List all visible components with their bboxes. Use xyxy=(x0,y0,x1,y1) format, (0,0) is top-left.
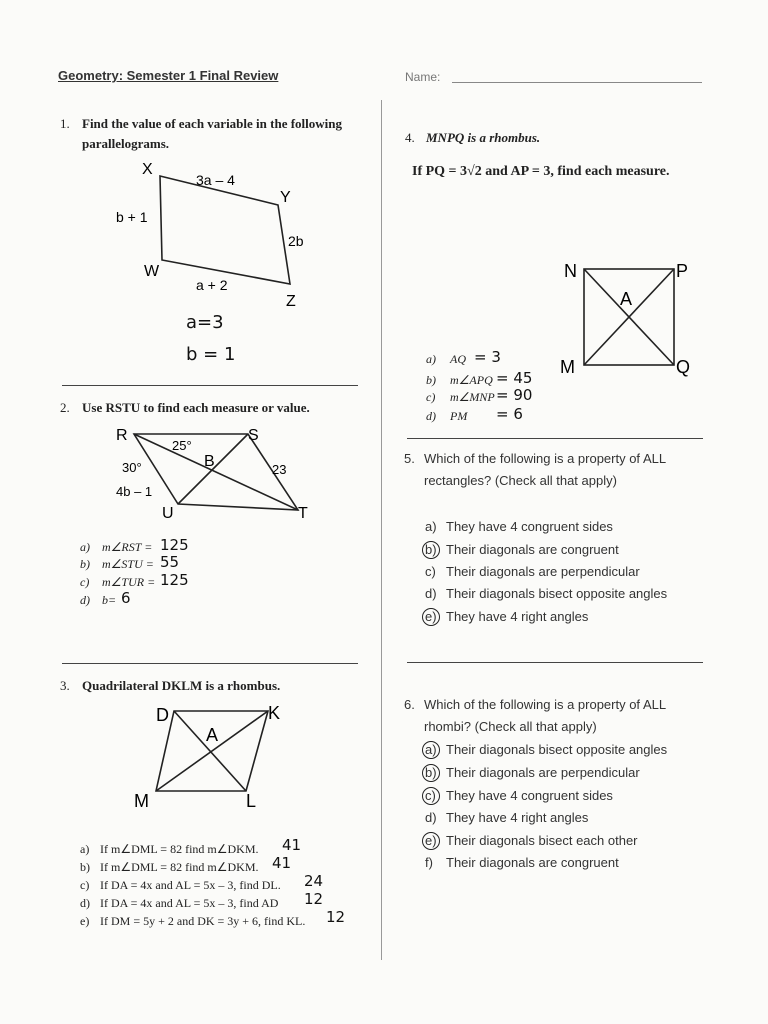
q2-item-expr: m∠RST = xyxy=(102,540,153,554)
q5-option-text: They have 4 right angles xyxy=(446,609,589,624)
q3-diagonal-km xyxy=(156,711,268,791)
q3-item-answer: 41 xyxy=(272,854,292,872)
q3-label-a: A xyxy=(206,725,219,745)
q2-label-4b1: 4b – 1 xyxy=(116,484,153,499)
q4-label-a: A xyxy=(620,289,633,309)
q1-parallelogram xyxy=(160,176,290,284)
q6-option-label: a) xyxy=(425,742,437,757)
q5-option-label: a) xyxy=(425,519,437,534)
q6-number: 6. xyxy=(404,697,415,712)
q5-option-row[interactable] xyxy=(422,518,702,536)
q2-text: Use RSTU to find each measure or value. xyxy=(82,400,310,415)
q5-option-text: Their diagonals bisect opposite angles xyxy=(446,586,668,601)
q5-option-row[interactable] xyxy=(422,563,702,581)
q2-label-r: R xyxy=(116,427,128,444)
q3-label-k: K xyxy=(268,703,281,723)
q1-label-left: b + 1 xyxy=(116,209,148,225)
q1-text-line1: Find the value of each variable in the following xyxy=(82,116,342,131)
q2-item-label: c) xyxy=(80,575,90,589)
q3-item-answer: 12 xyxy=(326,908,346,926)
q2-parallelogram-figure xyxy=(110,420,330,525)
q2-item-expr: m∠STU = xyxy=(102,557,154,571)
q6-text-line2: rhombi? (Check all that apply) xyxy=(424,719,597,734)
q4-rhombus-figure xyxy=(556,255,706,380)
q6-option-text: Their diagonals bisect opposite angles xyxy=(446,742,668,757)
q2-label-23: 23 xyxy=(272,462,287,477)
q4-label-p: P xyxy=(676,261,689,281)
q2-label-u: U xyxy=(162,505,174,522)
q6-option-label: f) xyxy=(425,855,433,870)
q6-option-label: b) xyxy=(425,765,437,780)
q4-label-m: M xyxy=(560,357,575,377)
name-line[interactable] xyxy=(452,82,702,83)
q3-label-l: L xyxy=(246,791,257,811)
q6-option-text: They have 4 right angles xyxy=(446,810,589,825)
q5-option-row[interactable] xyxy=(422,608,702,626)
q4-item-label: b) xyxy=(426,373,436,387)
q2-item-expr: b= xyxy=(102,593,117,607)
q6-option-label: d) xyxy=(425,810,437,825)
q3-item-expr: If DA = 4x and AL = 5x – 3, find AD xyxy=(100,896,279,910)
q3-rhombus-figure xyxy=(130,695,300,815)
q2-number: 2. xyxy=(60,400,70,415)
q2-label-30: 30° xyxy=(122,460,142,475)
q4-item-answer: = 6 xyxy=(496,405,523,423)
divider-q4 xyxy=(407,438,703,439)
q5-number: 5. xyxy=(404,451,415,466)
q2-item-label: a) xyxy=(80,540,90,554)
q4-label-n: N xyxy=(564,261,577,281)
q2-item-answer: 125 xyxy=(160,571,189,589)
q1-label-w: W xyxy=(144,263,160,280)
q3-item-answer: 12 xyxy=(304,890,324,908)
q2-item-answer: 55 xyxy=(160,553,180,571)
q5-option-text: Their diagonals are congruent xyxy=(446,542,619,557)
q2-item-expr: m∠TUR = xyxy=(102,575,156,589)
q5-option-text: They have 4 congruent sides xyxy=(446,519,613,534)
name-label: Name: xyxy=(405,70,441,84)
q4-item-answer: = 45 xyxy=(496,369,533,387)
q3-item-label: d) xyxy=(80,896,90,910)
q6-option-row[interactable] xyxy=(422,764,702,782)
divider-q1 xyxy=(62,385,358,386)
q3-item-label: b) xyxy=(80,860,90,874)
q2-label-b: B xyxy=(204,453,215,470)
q2-label-25: 25° xyxy=(172,438,192,453)
q3-item-label: e) xyxy=(80,914,90,928)
q3-text: Quadrilateral DKLM is a rhombus. xyxy=(82,678,281,693)
q2-item-answer: 125 xyxy=(160,536,189,554)
q6-option-row[interactable] xyxy=(422,741,702,759)
q3-item-answer: 41 xyxy=(282,836,302,854)
q5-option-row[interactable] xyxy=(422,541,702,559)
q3-number: 3. xyxy=(60,678,70,693)
q3-label-m: M xyxy=(134,791,149,811)
q4-item-answer: = 3 xyxy=(474,348,501,366)
q2-label-s: S xyxy=(248,427,259,444)
q1-label-right: 2b xyxy=(288,233,304,249)
q3-item-expr: If m∠DML = 82 find m∠DKM. xyxy=(100,860,259,874)
q4-item-label: a) xyxy=(426,352,436,366)
q6-option-text: Their diagonals are congruent xyxy=(446,855,619,870)
q1-label-y: Y xyxy=(280,189,291,206)
q4-text: MNPQ is a rhombus. xyxy=(426,130,541,145)
q6-text-line1: Which of the following is a property of ALL xyxy=(424,697,667,712)
q4-prompt: If PQ = 3√2 and AP = 3, find each measure. xyxy=(412,164,670,179)
q1-label-z: Z xyxy=(286,293,296,310)
q4-item-expr: AQ xyxy=(450,352,466,366)
divider-q5 xyxy=(407,662,703,663)
q1-number: 1. xyxy=(60,116,70,131)
q5-text-line2: rectangles? (Check all that apply) xyxy=(424,473,617,488)
q4-item-expr: PM xyxy=(450,409,468,423)
q3-item-label: a) xyxy=(80,842,90,856)
q6-option-text: Their diagonals bisect each other xyxy=(446,833,638,848)
divider-q2 xyxy=(62,663,358,664)
worksheet-title: Geometry: Semester 1 Final Review xyxy=(58,68,279,83)
q1-answer-b: b = 1 xyxy=(186,344,236,365)
q4-number: 4. xyxy=(405,130,415,145)
q3-item-answer: 24 xyxy=(304,872,324,890)
q1-text-line2: parallelograms. xyxy=(82,136,170,151)
q4-item-label: c) xyxy=(426,390,436,404)
column-divider xyxy=(381,100,382,960)
q2-label-t: T xyxy=(298,505,308,522)
q6-option-label: c) xyxy=(425,788,436,803)
q3-diagonal-dl xyxy=(174,711,246,791)
q2-item-label: d) xyxy=(80,593,90,607)
q5-option-label: d) xyxy=(425,586,437,601)
q6-option-text: Their diagonals are perpendicular xyxy=(446,765,640,780)
q1-parallelogram-figure xyxy=(100,150,340,320)
q6-option-row[interactable] xyxy=(422,854,702,872)
q4-item-expr: m∠MNP xyxy=(450,390,495,404)
q6-option-row[interactable] xyxy=(422,832,702,850)
q5-option-text: Their diagonals are perpendicular xyxy=(446,564,640,579)
q1-label-top: 3a – 4 xyxy=(196,172,235,188)
q6-option-label: e) xyxy=(425,833,437,848)
q6-option-row[interactable] xyxy=(422,809,702,827)
q2-item-label: b) xyxy=(80,557,90,571)
q5-option-label: e) xyxy=(425,609,437,624)
q5-option-label: b) xyxy=(425,542,437,557)
q2-item-answer: 6 xyxy=(121,589,131,607)
q3-label-d: D xyxy=(156,705,169,725)
q1-label-bottom: a + 2 xyxy=(196,277,228,293)
q4-item-label: d) xyxy=(426,409,436,423)
q6-option-row[interactable] xyxy=(422,787,702,805)
q5-option-row[interactable] xyxy=(422,585,702,603)
q3-item-label: c) xyxy=(80,878,90,892)
q4-item-expr: m∠APQ xyxy=(450,373,493,387)
q4-label-q: Q xyxy=(676,357,691,377)
q3-item-expr: If m∠DML = 82 find m∠DKM. xyxy=(100,842,259,856)
q5-option-label: c) xyxy=(425,564,436,579)
q1-label-x: X xyxy=(142,161,153,178)
q3-item-expr: If DM = 5y + 2 and DK = 3y + 6, find KL. xyxy=(100,914,306,928)
q1-answer-a: a=3 xyxy=(186,312,224,333)
q4-item-answer: = 90 xyxy=(496,386,533,404)
q5-text-line1: Which of the following is a property of ALL xyxy=(424,451,667,466)
q3-item-expr: If DA = 4x and AL = 5x – 3, find DL. xyxy=(100,878,281,892)
q6-option-text: They have 4 congruent sides xyxy=(446,788,613,803)
